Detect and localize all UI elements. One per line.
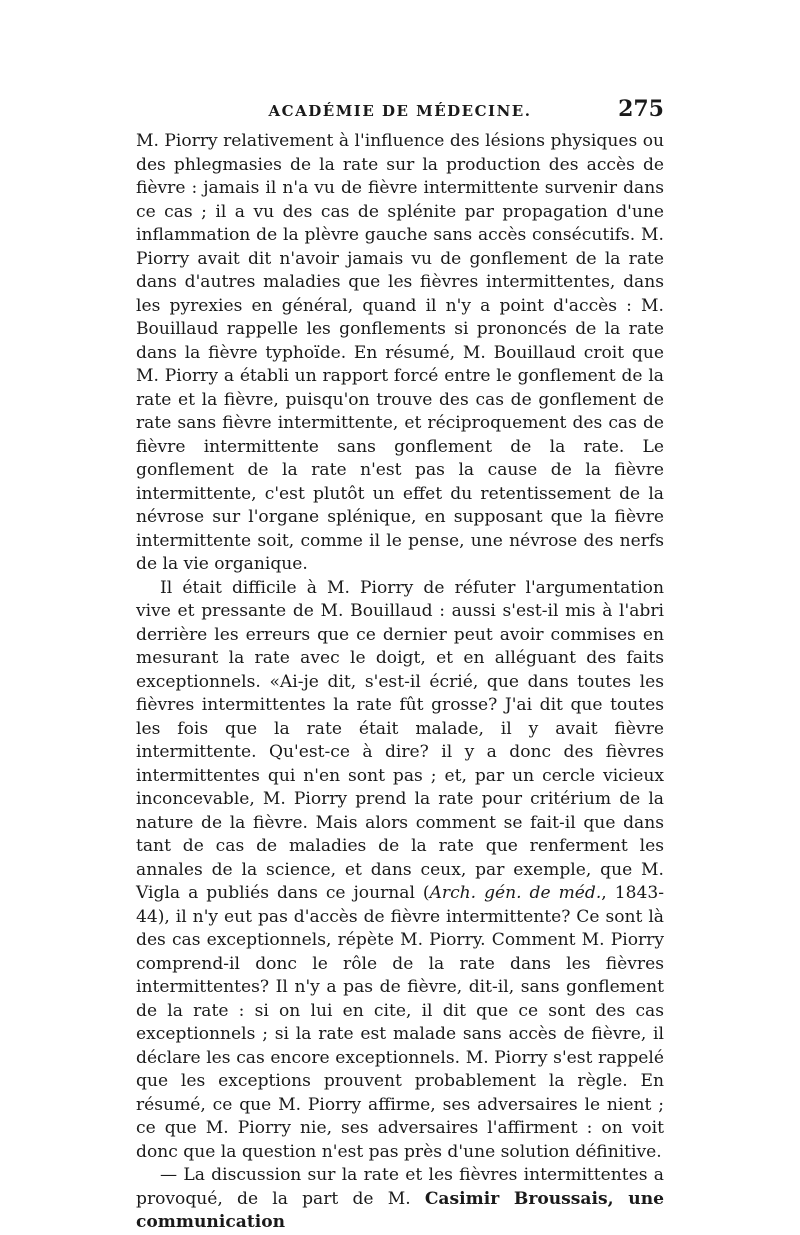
paragraph-2-part-a: Il était difficile à M. Piorry de réfuter l'argumentation vive et pressante de M. Bouillaud : aussi s'est-il mis à l'abri derrière les erreurs que ce dernier peut avoir commises en mesurant la rate avec le doigt, et en alléguant des faits exceptionnels. «Ai-je dit, s'est-il écrié, que dans toutes les fièvres intermittentes la rate fût grosse? J'ai dit que toutes les fois que la rate était malade, il y avait fièvre intermittente. Qu'est-ce à dire? il y a donc des fièvres intermittentes qui n'en sont pas ; et, par un cercle vicieux inconcevable, M. Piorry prend la rate pour critérium de la nature de la fièvre. Mais alors comment se fait-il que dans tant de cas de maladies de la rate que renferment les annales de la science, et dans ceux, par exemple, que M. Vigla a publiés dans ce journal (: [136, 577, 664, 903]
paragraph-3: [136, 1164, 664, 1235]
paragraph-1: M. Piorry relativement à l'influence des lésions physiques ou des phlegmasies de la rate sur la production des accès de fièvre : jamais il n'a vu de fièvre intermittente survenir dans ce cas ; il a vu des cas de splénite par propagation d'une inflammation de la plèvre gauche sans accès consécutifs. M. Piorry avait dit n'avoir jamais vu de gonflement de la rate dans d'autres maladies que les fièvres intermittentes, dans les pyrexies en général, quand il n'y a point d'accès : M. Bouillaud rappelle les gonflements si prononcés de la rate dans la fièvre typhoïde. En résumé, M. Bouillaud croit que M. Piorry a établi un rapport forcé entre le gonflement de la rate et la fièvre, puisqu'on trouve des cas de gonflement de rate sans fièvre intermittente, et réciproquement des cas de fièvre intermittente sans gonflement de la rate. Le gonflement de la rate n'est pas la cause de la fièvre intermittente, c'est plutôt un effet du retentissement de la névrose sur l'organe splénique, en supposant que la fièvre intermittente soit, comme il le pense, une névrose des nerfs de la vie organique.: [136, 131, 664, 574]
paragraph-2-part-b: , 1843-44), il n'y eut pas d'accès de fièvre intermittente? Ce sont là des cas exceptionnels, répète M. Piorry. Comment M. Piorry comprend-il donc le rôle de la rate dans les fièvres intermittentes? Il n'y a pas de fièvre, dit-il, sans gonflement de la rate : si on lui en cite, il dit que ce sont des cas exceptionnels ; si la rate est malade sans accès de fièvre, il déclare les cas encore exceptionnels. M. Piorry s'est rappelé que les exceptions prouvent probablement la règle. En résumé, ce que M. Piorry affirme, ses adversaires le nient ; ce que M. Piorry nie, ses adversaires l'affirment : on voit donc que la question n'est pas près d'une solution définitive.: [136, 883, 664, 1162]
paragraph-3-part-b: , une communication: [136, 1188, 665, 1232]
running-title: ACADÉMIE DE MÉDECINE.: [268, 102, 532, 120]
author-name: Casimir Broussais: [424, 1188, 608, 1209]
paragraph-3-part-a: — La discussion sur la rate et les fièvres intermittentes a provoqué, de la part de M.: [136, 1165, 664, 1209]
paragraph-2: [136, 577, 664, 1165]
running-head: [136, 96, 664, 124]
book-page: [136, 96, 664, 1235]
body-text: [136, 130, 664, 1235]
page-number: 275: [618, 96, 664, 122]
journal-citation: Arch. gén. de méd.: [429, 883, 602, 903]
